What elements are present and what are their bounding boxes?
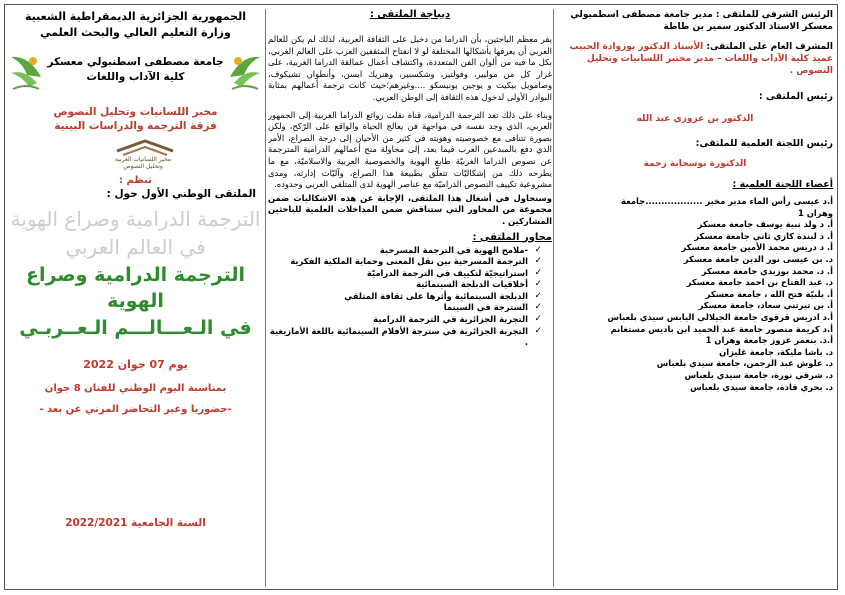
list-item bbox=[268, 326, 542, 349]
main-subtitle: في الـعـــالـــم الـعــربـي bbox=[19, 317, 252, 339]
title-watermark bbox=[7, 206, 264, 264]
list-item: أ. د دريس محمد الأمين جامعة معسكر bbox=[681, 242, 833, 253]
list-item: د. شرقي نورة، جامعة سيدي بلعباس bbox=[684, 369, 833, 380]
list-item: أ.د ادريس قرقوى جامعة الجيلالي اليابس سيدي بلعباس bbox=[607, 311, 833, 322]
lab-name: مخبر اللسانيات وتحليل النصوص bbox=[53, 106, 218, 118]
list-item bbox=[268, 256, 542, 268]
axis-text: التجربة الجزائرية في الترجمة الدرامية bbox=[373, 314, 528, 325]
list-item: د. عبد الفتاح بن احمد جامعة معسكر bbox=[686, 277, 833, 288]
list-item: أ.د عيسى رأس الماء مدير مخبر ..................جامعة bbox=[621, 196, 833, 206]
cover-column bbox=[7, 9, 264, 587]
organizes-label: تنظم : bbox=[119, 175, 152, 186]
axis-text: التجربة الجزائرية في سترجة الأفلام السينمائية باللغة الأمازيغية . bbox=[269, 325, 528, 348]
preamble-title: ديباجة الملتقى : bbox=[369, 9, 451, 20]
general-supervisor: المشرف العام على الملتقى: الأستاذ الدكتور بوزوادة الحبيب عميد كلية الآداب واللغات – مدير مختبر اللسانيات وتحليل النصوص . bbox=[569, 42, 833, 76]
checkmark-icon: ✓ bbox=[534, 267, 542, 278]
list-item: أ.د. بنعمر عزوز جامعة وهران 1 bbox=[705, 335, 833, 346]
checkmark-icon: ✓ bbox=[534, 290, 542, 301]
chair-label: رئيس الملتقى : bbox=[758, 91, 833, 102]
list-item: أ. بلبيّة فتح الله ، جامعة معسكر bbox=[705, 288, 833, 299]
list-item bbox=[268, 268, 542, 280]
list-item bbox=[268, 279, 542, 291]
axis-text: الدبلجة السينمائية وأثرها على ثقافة المتلقي bbox=[344, 290, 528, 301]
honorary-president: الرئيس الشرفي للملتقى : مدير جامعة مصطفى اسطمبولي معسكر الاستاذ الدكتور سمير بن طاطة bbox=[570, 10, 833, 32]
committee-column bbox=[557, 9, 833, 587]
list-item: د. علوش عبد الرحمن، جامعة سيدي بلعباس bbox=[656, 358, 833, 369]
axis-text: السترجة في السينما bbox=[443, 302, 528, 313]
axes-title: محاور الملتقى : bbox=[472, 231, 552, 243]
preamble-column bbox=[268, 9, 552, 587]
checkmark-icon: ✓ bbox=[534, 256, 542, 267]
list-item: أ. بن تيرتني سعاد، جامعة معسكر bbox=[698, 300, 833, 311]
event-date: يوم 07 جوان 2022 bbox=[83, 358, 188, 371]
checkmark-icon: ✓ bbox=[534, 279, 542, 290]
axis-text: استراتيجيّة لتكييف في الترجمة الدراميّة bbox=[366, 267, 528, 278]
list-item: أ. د لبندة كازي ثاني جامعة معسكر bbox=[694, 230, 833, 241]
watermark-text: في العالم العربي bbox=[65, 235, 206, 259]
ministry-heading: وزارة التعليم العالي والبحث العلمي bbox=[40, 26, 231, 39]
sci-chair-label: رئيس اللجنة العلمية للملتقى: bbox=[695, 138, 833, 149]
watermark-text: الترجمة الدرامية وصراع الهوية bbox=[10, 207, 261, 231]
chair-name: الدكتور بن عزوزي عبد الله bbox=[636, 114, 754, 124]
republic-heading: الجمهورية الجزائرية الديمقراطية الشعبية bbox=[25, 10, 246, 23]
list-item: وهران 1 bbox=[798, 207, 833, 218]
axes-list bbox=[268, 245, 552, 349]
university-logo-icon bbox=[226, 47, 264, 97]
event-occasion: بمناسبة اليوم الوطني للفنان 8 جوان bbox=[44, 383, 227, 394]
list-item bbox=[268, 314, 542, 326]
university-logo-icon bbox=[7, 47, 45, 97]
list-item: أ.د كريمة منصور جامعة عبد الحميد ابن باديس مستغانم bbox=[610, 323, 833, 334]
list-item: د. بن عيسى نور الدين جامعة معسكر bbox=[683, 253, 833, 264]
colloquium-label: الملتقى الوطني الأول حول : bbox=[106, 188, 256, 200]
column-divider bbox=[553, 9, 554, 587]
lab-logo bbox=[7, 135, 264, 173]
list-item: أ. د. محمد بوزيدي جامعة معسكر bbox=[701, 265, 833, 276]
flyer-sheet bbox=[4, 4, 838, 590]
axis-text: -ملامح الهوية في الترجمة المسرحية bbox=[379, 244, 528, 255]
preamble-paragraph: يقر معظم الباحثين، بأن الدراما من دخيل على الثقافة العربية، لذلك لم يكن للعالم العربي أن يعرفها بأشكالها المختلفة لو لا انفتاح المثقفين العرب على العالم الغربي، بكل ما فيه من ألوان الفن المتعددة، واكتشاف أعمال عمالقة الدراما الغربية، على غرار كل من مولبير، وفولتير، وشكسبير، وهنريك ابسن، وأنطوان تشيكوف، وصامويل بيكيت و يوجين يونيسكو ....وغيرهم؛حيث كانت ترجمة أعمالهم بمثابة البوادر الأولى لدخول هذه الثقافة إلى الوطن العربي. bbox=[268, 34, 552, 102]
checkmark-icon: ✓ bbox=[534, 325, 542, 336]
list-item: أ. د ولد نبية يوسف جامعة معسكر bbox=[697, 219, 833, 230]
list-item: د. بحري قادة، جامعة سيدي بلعباس bbox=[690, 381, 833, 392]
axis-text: أخلاقيات الدبلجة السينمائية bbox=[416, 279, 528, 290]
sci-chair-name: الدكتورة بوسحابة رحمة bbox=[643, 159, 747, 169]
column-divider bbox=[265, 9, 266, 587]
team-name: فرقة الترجمة والدراسات البينية bbox=[54, 120, 217, 132]
checkmark-icon: ✓ bbox=[534, 244, 542, 255]
checkmark-icon: ✓ bbox=[534, 314, 542, 325]
main-title: الترجمة الدرامية وصراع الهوية bbox=[25, 264, 245, 312]
members-list bbox=[557, 196, 833, 393]
preamble-paragraph: وسنحاول في أشغال هذا الملتقى، الإجابة عن هذه الاشكاليات ضمن مجموعة من المحاور التي ستناقش ضمن المداخلات العلمية للباحثين المشاركين . bbox=[268, 192, 552, 226]
event-mode: -حضوريا وعبر التحاضر المرني عن بعد - bbox=[39, 404, 232, 415]
list-item bbox=[268, 245, 542, 257]
axis-text: الترجمة المسرحية بين نقل المعنى وحماية الملكية الفكرية bbox=[290, 256, 528, 267]
list-item: د. باشا مليكة، جامعة غليزان bbox=[719, 346, 833, 357]
academic-year: السنة الجامعية 2022/2021 bbox=[65, 517, 206, 529]
university-header bbox=[7, 43, 264, 105]
checkmark-icon: ✓ bbox=[534, 302, 542, 313]
preamble-paragraph: وبناء على ذلك تعد الترجمة الدرامية، قناة نقلت روائع الدراما الغربية إلى الجمهور العربي، الذي وجد نفسه في مواجهة فن يعالج الحياة والواقع على الرّكح، ولكن بصورة تتنافى مع خصوصيته وهويته في كثير من الأحيان إلى درجة الصراع، الأمر الذي دفع بالمبدعين العرب فيما بعد، إلى محاولة منح أعمالهم الدرامية المترجمة عن نصوص الدراما الغربيّة طابع الهوية والخصوصية العربية والاسلاميّة، مع ما يطرحه ذلك من إشكاليّات تتعلّق بطبيعة هذا الصراع، وآليّات إدارته، ومدى مشروعية تكييف النصوص الدراميّة مع عناصر الهوية لدى المتلقي العربي وحدوده. bbox=[268, 109, 552, 190]
list-item bbox=[268, 302, 542, 314]
members-label: أعضاء اللجنة العلمية : bbox=[732, 179, 833, 190]
lab-logo-text: مخبر اللسانيات العربية وتحليل النصوص bbox=[114, 156, 172, 170]
university-name: جامعة مصطفى اسطنبولي معسكر كلية الآداب واللغات bbox=[47, 56, 224, 83]
list-item bbox=[268, 291, 542, 303]
